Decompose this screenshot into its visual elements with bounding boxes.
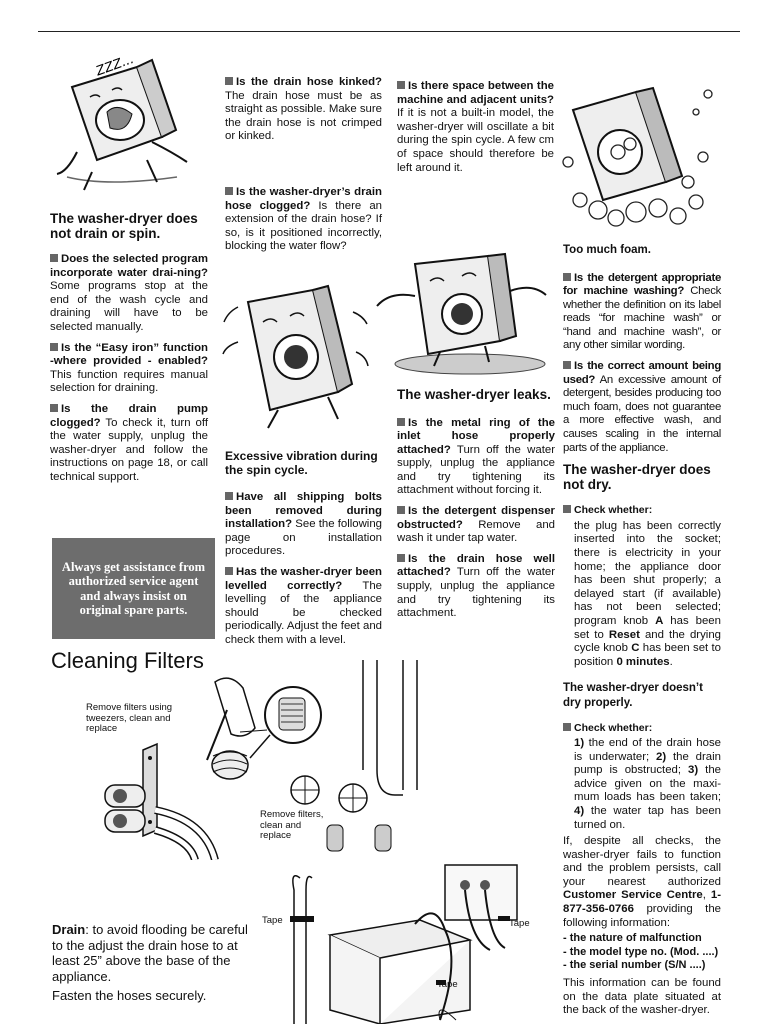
col3 — [397, 388, 555, 628]
drain-text: Drain: to avoid flooding be careful to the adjust the drain hose to at least 25” above the base of the appliance. — [52, 922, 248, 984]
list-item: Is the metal ring of the inlet hose properly attached? Turn off the water supply, unplug the appliance and try tightening its attachment without forcing it. — [397, 416, 555, 497]
col2 — [225, 450, 382, 655]
bullet-square-icon — [563, 723, 571, 731]
list-item: Is the washer-dryer’s drain hose clogged? Is there an extension of the drain hose? If so, is it positioned incorrectly, blocking the water flow? — [225, 185, 382, 253]
list-item: Does the selected program incorporate water drai-ning? Some programs stop at the end of the wash cycle and draining will have to be selected manually. — [50, 253, 208, 333]
persist-text: If, despite all checks, the washer-dryer fails to function and the problem persists, call your nearest authorized Customer Service Centre, 1-877-356-0766 providing the following information: — [563, 835, 721, 929]
bullet-square-icon — [397, 81, 405, 89]
col3-top — [397, 80, 554, 182]
bullet-square-icon — [563, 505, 571, 513]
drain-illustration — [260, 860, 560, 1024]
drain-note — [52, 922, 252, 1004]
bullet-square-icon — [225, 492, 233, 500]
col1 — [50, 212, 208, 492]
bullet-square-icon — [225, 187, 233, 195]
heading-poor-dry: The washer-dryer doesn’t dry properly. — [563, 682, 703, 709]
list-item: Has the washer-dryer been levelled correctly? The levelling of the appliance should be checked periodically. Adjust the feet and check them with a level. — [225, 565, 382, 646]
zzz-text: ZZZ... — [94, 51, 136, 80]
leaking-washer-illustration — [370, 246, 560, 381]
bullet-square-icon — [397, 554, 405, 562]
list-item: Check whether: — [563, 722, 721, 736]
list-item: Have all shipping bolts been removed during installation? See the following page on installation procedures. — [225, 491, 383, 558]
bullet-square-icon — [50, 254, 58, 262]
cleaning-filters-title: Cleaning Filters — [51, 648, 204, 673]
top-rule — [38, 31, 740, 32]
heading-foam: Too much foam. — [563, 244, 651, 256]
list-item: Is there space between the machine and adjacent units? If it is not a built-in model, the washer-dryer will oscillate a bit during the spin cycle. A few cm of space should therefore be left around it. — [397, 80, 554, 174]
fasten-text: Fasten the hoses securely. — [52, 988, 207, 1003]
tape-label: Tape — [509, 918, 530, 929]
list-item: Is the “Easy iron” function -where provided - enabled? This function requires manual selection for draining. — [50, 341, 208, 395]
list-item: Is the correct amount being used? An excessive amount of detergent, besides producing too much foam, does not guarantee a more effective wash, and causes scaling in the internal parts of the appliance. — [563, 360, 721, 454]
list-item: Is the detergent dispenser obstructed? Remove and wash it under tap water. — [397, 505, 555, 545]
col4 — [563, 243, 721, 1025]
spare-parts-notice: Always get assistance from authorized service agent and always insist on original spare parts. — [52, 538, 215, 639]
info-bullet: - the model type no. (Mod. ....) — [563, 945, 719, 958]
info-bullet: - the nature of malfunction — [563, 932, 702, 945]
bullet-square-icon — [225, 567, 233, 575]
list-item: Is the drain hose kinked? The drain hose must be as straight as possible. Make sure the drain hose is not crimped or kinked. — [225, 76, 383, 143]
heading-leaks: The washer-dryer leaks. — [397, 387, 551, 402]
bullet-square-icon — [50, 343, 58, 351]
tape-label: Tape — [262, 915, 283, 926]
tape-label: Tape — [437, 979, 458, 990]
list-item: Is the drain hose well attached? Turn off the water supply, unplug the appliance and try tightening its attachment. — [397, 552, 555, 620]
filter-caption-valves: Remove filters, clean and replace — [260, 809, 324, 841]
bullet-square-icon — [563, 273, 571, 281]
bullet-square-icon — [397, 418, 405, 426]
foaming-washer-illustration — [558, 82, 723, 237]
list-item: Check whether: — [563, 504, 721, 518]
bullet-square-icon — [225, 77, 233, 85]
check-text: 1) the end of the drain hose is underwater; 2) the drain pump is obstructed; 3) the advice given on the maxi-mum loads has been taken; 4) the water tap has been turned on. — [574, 736, 721, 831]
info-bullet: - the serial number (S/N ....) — [563, 959, 706, 972]
bullet-square-icon — [50, 404, 58, 412]
heading-vibration: Excessive vibration during the spin cycle. — [225, 449, 378, 477]
col2-top — [225, 76, 382, 261]
bullet-square-icon — [397, 506, 405, 514]
vibrating-washer-illustration — [218, 272, 378, 437]
sleeping-washer-illustration — [52, 42, 207, 202]
bullet-square-icon — [563, 361, 571, 369]
list-item: Is the drain pump clogged? To check it, turn off the water supply, unplug the washer-dryer and follow the instructions on page 18, or call technical support. — [50, 402, 208, 483]
data-plate-text: This information can be found on the data plate situated at the back of the washer-dryer. — [563, 977, 721, 1017]
check-text: the plug has been correctly inserted into the socket; there is electricity in your home; the appliance door has been shut properly; a delayed start (if available) has not been selected; program knob A has been set to Reset and the drying cycle knob C has been set to position 0 minutes. — [574, 519, 722, 668]
heading-no-dry: The washer-dryer does not dry. — [563, 462, 711, 492]
filter-caption-tweezers: Remove filters using tweezers, clean and replace — [86, 702, 173, 734]
heading-no-drain: The washer-dryer does not drain or spin. — [50, 211, 198, 241]
list-item: Is the detergent appropriate for machine washing? Check whether the definition on its label reads “for machine wash” or “hand and machine wash”, or any other similar wording. — [563, 271, 721, 352]
